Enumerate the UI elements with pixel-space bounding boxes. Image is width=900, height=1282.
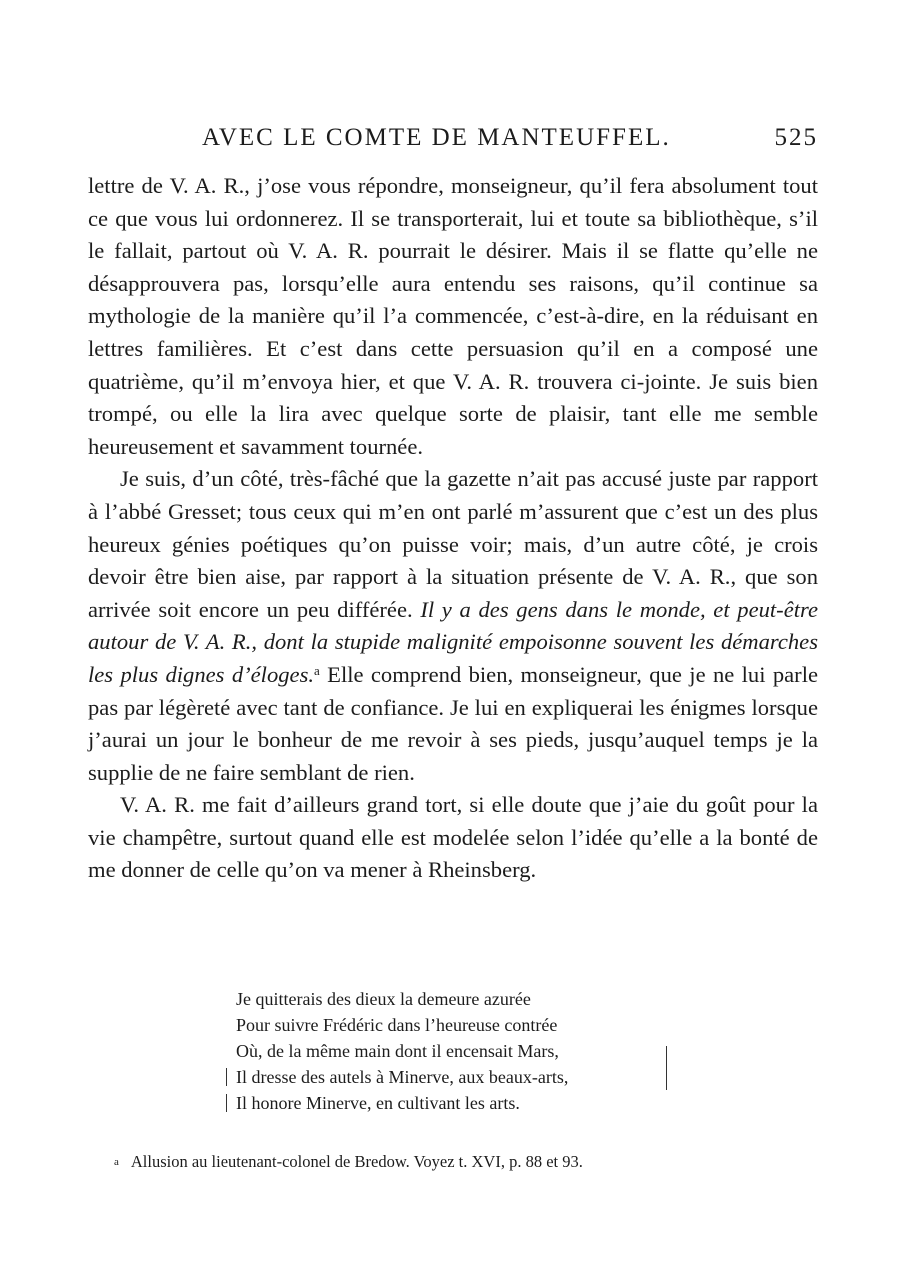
- verse-block: [226, 986, 686, 1116]
- paragraph-2: [88, 463, 818, 789]
- page-header: [88, 124, 818, 158]
- paragraph-1: lettre de V. A. R., j’ose vous répondre, monseigneur, qu’il fera absolument tout ce que vous lui ordonnerez. Il se transporterait, lui et toute sa bibliothèque, s’il le fallait, partout où V. A. R. pourrait le désirer. Mais il se flatte qu’elle ne désapprouvera pas, lorsqu’elle aura entendu ses raisons, qu’il continue sa mythologie de la manière qu’il l’a commencée, c’est-à-dire, en la réduisant en lettres familières. Et c’est dans cette persuasion qu’il en a composé une quatrième, qu’il m’envoya hier, et que V. A. R. trouvera ci-jointe. Je suis bien trompé, ou elle la lira avec quelque sorte de plaisir, tant elle me semble heureusement et savamment tournée.: [88, 173, 818, 459]
- footnote-mark: a: [114, 1156, 119, 1168]
- page-number: 525: [774, 124, 818, 151]
- footnote-text: Allusion au lieutenant-colonel de Bredow. Voyez t. XVI, p. 88 et 93.: [130, 1152, 583, 1171]
- footnote-reference: a: [314, 662, 320, 678]
- paragraph-3: V. A. R. me fait d’ailleurs grand tort, si elle doute que j’aie du goût pour la vie champêtre, surtout quand elle est modelée selon l’idée qu’elle a la bonté de me donner de celle qu’on va mener à Rheinsberg.: [88, 792, 818, 883]
- verse-line-3: Où, de la même main dont il encensait Mars,: [236, 1041, 559, 1061]
- verse-line-5: Il honore Minerve, en cultivant les arts.: [226, 1090, 686, 1116]
- running-head: AVEC LE COMTE DE MANTEUFFEL.: [202, 124, 671, 151]
- verse-bracket: [662, 1046, 667, 1090]
- verse-line-2: Pour suivre Frédéric dans l’heureuse contrée: [236, 1015, 558, 1035]
- verse-line-4: Il dresse des autels à Minerve, aux beaux-arts,: [226, 1064, 686, 1090]
- paragraph-2-start: Je suis, d’un côté, très-fâché que la gazette n’ait pas accusé juste par rapport à l’abbé Gresset; tous ceux qui m’en ont parlé m’assurent que c’est un des plus heureux génies poétiques qu’on puisse voir; mais, d’un autre côté, je crois devoir être bien aise, par rapport à la situation présente de V. A. R., que son arrivée soit encore un peu différée.: [88, 466, 818, 622]
- body-text: [88, 170, 818, 887]
- paragraph-2-italic-quote: Il y a des gens dans le monde, et peut-être autour de V. A. R., dont la stupide malignité empoisonne souvent les démarches les plus dignes d’éloges.: [88, 596, 818, 687]
- footnote: [114, 1152, 794, 1172]
- paragraph-2-end: Elle comprend bien, monseigneur, que je ne lui parle pas par légèreté avec tant de confiance. Je lui en expliquerai les énigmes lorsque j’aurai un jour le bonheur de me revoir à ses pieds, jusqu’auquel temps je la supplie de ne faire semblant de rien.: [88, 661, 818, 785]
- verse-line-1: Je quitterais des dieux la demeure azurée: [236, 989, 531, 1009]
